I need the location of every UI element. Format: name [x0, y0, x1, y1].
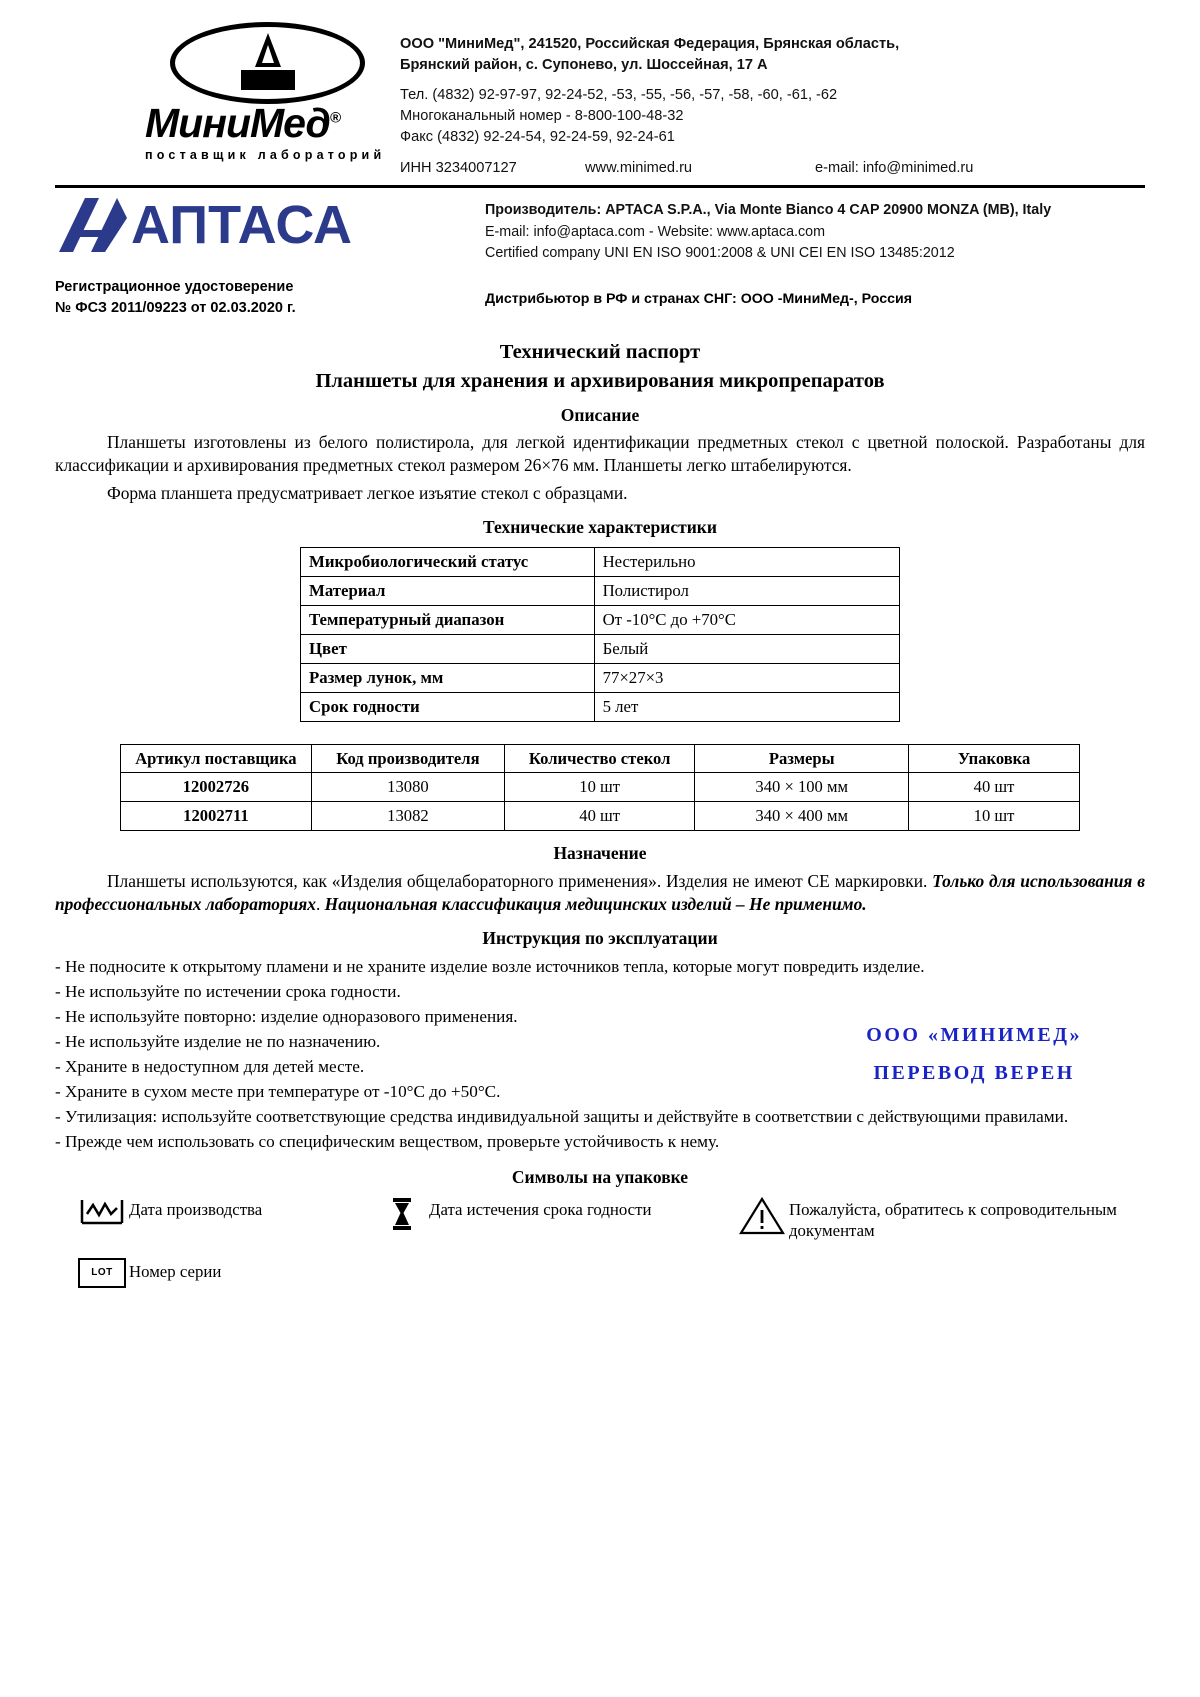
document-header	[55, 22, 1145, 178]
spec-key: Температурный диапазон	[301, 605, 595, 634]
lot-number-icon	[75, 1256, 129, 1288]
company-contact-info	[400, 22, 1145, 178]
distributor-info: Дистрибьютор в РФ и странах СНГ: ООО -МиниМед-, Россия	[485, 290, 912, 307]
list-item: - Утилизация: используйте соответствующие средства индивидуальной защиты и действуйте в соответствии с действующими правилами.	[55, 1106, 1069, 1126]
table-row	[301, 663, 900, 692]
table-row	[301, 576, 900, 605]
company-inn: ИНН 3234007127	[400, 159, 517, 176]
symbol-manufacturing-date	[55, 1194, 375, 1242]
cell-packaging: 40 шт	[909, 772, 1080, 801]
purpose-text-bold: Только для использования в профессиональных лабораториях	[55, 870, 1145, 914]
table-row	[301, 605, 900, 634]
spec-key: Срок годности	[301, 692, 595, 721]
symbol-lot-number	[55, 1256, 375, 1288]
description-paragraph-2: Форма планшета предусматривает легкое изъятие стекол с образцами.	[107, 482, 628, 503]
cell-manufacturer-code: 13080	[311, 772, 504, 801]
symbol-label: Дата истечения срока годности	[429, 1199, 652, 1219]
cell-supplier-article: 12002711	[121, 801, 312, 830]
company-website[interactable]: www.minimed.ru	[585, 159, 693, 176]
table-row	[301, 547, 900, 576]
description-paragraph-1: Планшеты изготовлены из белого полистирола, для легкой идентификации предметных стекол с цветной полоской. Разработаны для классификации и архивирования предметных стекол размером 26×76 мм. Планшеты легко штабелируются.	[55, 431, 1145, 475]
page-subtitle: Планшеты для хранения и архивирования микропрепаратов	[315, 369, 885, 392]
logo-brand-text: МиниМед®	[145, 100, 340, 146]
manufacturing-date-icon	[75, 1194, 129, 1226]
list-item: - Не подносите к открытому пламени и не храните изделие возле источников тепла, которые могут повредить изделие.	[55, 957, 925, 977]
company-address-line2: Брянский район, с. Супонево, ул. Шоссейная, 17 А	[400, 56, 768, 73]
manufacturer-line1: Производитель: APTACA S.P.A., Via Monte Bianco 4 CAP 20900 MONZA (MB), Italy	[485, 202, 1052, 219]
section-specs-heading: Технические характеристики	[483, 516, 717, 537]
col-header-slide-count: Количество стекол	[505, 744, 695, 772]
reg-cert-line2: № ФСЗ 2011/09223 от 02.03.2020 г.	[55, 299, 296, 316]
table-row	[121, 772, 1080, 801]
spec-value: 77×27×3	[594, 663, 899, 692]
symbol-label: Пожалуйста, обратитесь к сопроводительным документам	[789, 1199, 1117, 1240]
symbols-row-2	[55, 1256, 1145, 1288]
cell-packaging: 10 шт	[909, 801, 1080, 830]
logo-tagline: поставщик лабораторий	[145, 148, 386, 162]
company-address-line1: ООО "МиниМед", 241520, Российская Федерация, Брянская область,	[400, 36, 900, 52]
table-row	[301, 692, 900, 721]
spec-value: 5 лет	[594, 692, 899, 721]
stamp-line-1: ООО «МИНИМЕД»	[866, 1024, 1082, 1046]
company-phone: Тел. (4832) 92-97-97, 92-24-52, -53, -55, -56, -57, -58, -60, -61, -62	[400, 87, 838, 104]
spec-key: Микробиологический статус	[301, 547, 595, 576]
registration-certificate	[55, 277, 485, 319]
aptaca-a-icon	[55, 196, 129, 254]
purpose-text-2: .	[315, 893, 325, 914]
header-divider	[55, 185, 1145, 188]
translation-stamp	[866, 1016, 1082, 1092]
manufacturer-details	[485, 196, 1145, 264]
cell-slide-count: 10 шт	[505, 772, 695, 801]
minimed-logo	[55, 22, 400, 162]
list-item: - Прежде чем использовать со специфическим веществом, проверьте устойчивость к нему.	[55, 1131, 720, 1151]
section-symbols-heading: Символы на упаковке	[511, 1166, 689, 1187]
company-fax: Факс (4832) 92-24-54, 92-24-59, 92-24-61	[400, 128, 675, 145]
specifications-table	[300, 547, 900, 722]
col-header-supplier-article: Артикул поставщика	[121, 744, 312, 772]
spec-key: Размер лунок, мм	[301, 663, 595, 692]
spec-key: Цвет	[301, 634, 595, 663]
list-item: - Не используйте по истечении срока годности.	[55, 982, 401, 1002]
purpose-text-bold-italic: Национальная классификация медицинских изделий – Не применимо.	[324, 893, 867, 914]
lot-glyph: LOT	[78, 1258, 126, 1288]
section-instructions-heading: Инструкция по эксплуатации	[482, 928, 718, 949]
col-header-manufacturer-code: Код производителя	[311, 744, 504, 772]
manufacturer-line2: E-mail: info@aptaca.com - Website: www.aptaca.com	[485, 223, 826, 240]
purpose-paragraph	[55, 870, 1145, 917]
cell-slide-count: 40 шт	[505, 801, 695, 830]
symbols-row-1	[55, 1194, 1145, 1242]
list-item: - Не используйте повторно: изделие одноразового применения.	[55, 1007, 518, 1027]
list-item: - Храните в недоступном для детей месте.	[55, 1057, 365, 1077]
company-email[interactable]: e-mail: info@minimed.ru	[815, 159, 974, 176]
manufacturer-block	[55, 196, 1145, 264]
spec-value: Белый	[594, 634, 899, 663]
symbol-expiry-date	[375, 1194, 735, 1242]
list-item: - Храните в сухом месте при температуре от -10°С до +50°С.	[55, 1081, 501, 1101]
aptaca-brand-text: АПТАСА	[131, 195, 352, 256]
table-row	[301, 634, 900, 663]
section-purpose-heading: Назначение	[553, 842, 647, 863]
stamp-line-2: ПЕРЕВОД ВЕРЕН	[873, 1062, 1075, 1084]
cell-dimensions: 340 × 100 мм	[695, 772, 909, 801]
manufacturer-line3: Certified company UNI EN ISO 9001:2008 & UNI CEI EN ISO 13485:2012	[485, 245, 955, 262]
registration-block	[55, 277, 1145, 319]
col-header-dimensions: Размеры	[695, 744, 909, 772]
spec-value: От -10°С до +70°С	[594, 605, 899, 634]
spec-key: Материал	[301, 576, 595, 605]
hourglass-expiry-icon	[375, 1194, 429, 1232]
section-description-heading: Описание	[560, 404, 640, 425]
cell-dimensions: 340 × 400 мм	[695, 801, 909, 830]
spec-value: Нестерильно	[594, 547, 899, 576]
symbol-label: Дата производства	[129, 1199, 263, 1219]
company-multichannel: Многоканальный номер - 8-800-100-48-32	[400, 108, 684, 125]
page-title: Технический паспорт	[499, 340, 701, 363]
reg-cert-line1: Регистрационное удостоверение	[55, 278, 294, 295]
cell-supplier-article: 12002726	[121, 772, 312, 801]
cell-manufacturer-code: 13082	[311, 801, 504, 830]
aptaca-logo	[55, 196, 485, 254]
purpose-text-1: Планшеты используются, как «Изделия общелабораторного применения». Изделия не имеют СЕ маркировки.	[107, 870, 933, 891]
list-item: - Не используйте изделие не по назначению.	[55, 1032, 381, 1052]
spec-value: Полистирол	[594, 576, 899, 605]
articles-table	[120, 744, 1080, 831]
table-header-row	[121, 744, 1080, 772]
flame-logo-icon	[170, 22, 365, 104]
symbol-label: Номер серии	[129, 1261, 222, 1281]
symbol-consult-documents	[735, 1194, 1125, 1242]
table-row	[121, 801, 1080, 830]
warning-triangle-icon	[735, 1194, 789, 1236]
col-header-packaging: Упаковка	[909, 744, 1080, 772]
